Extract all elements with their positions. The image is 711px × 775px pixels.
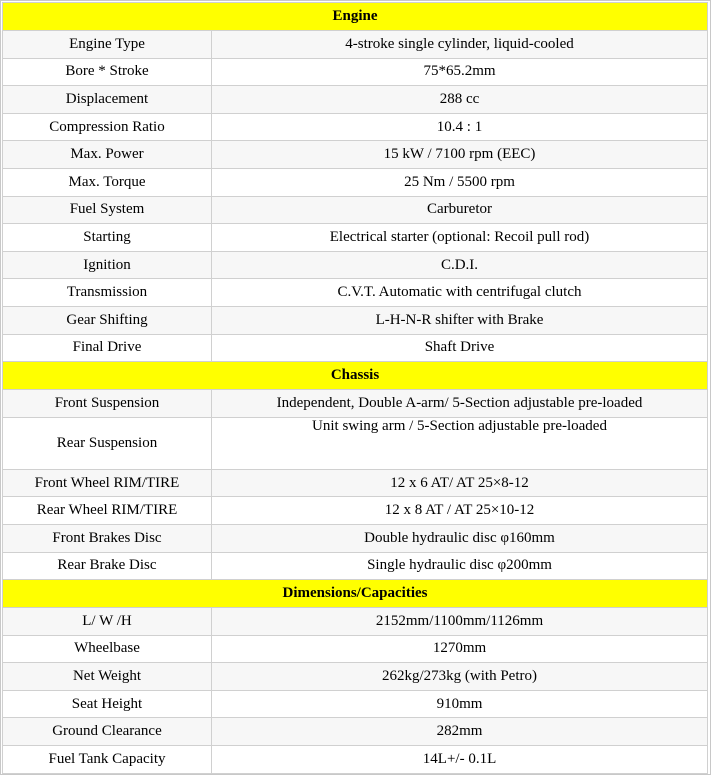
- spec-label: Front Brakes Disc: [3, 524, 212, 552]
- section-header-row: [3, 3, 708, 31]
- spec-label: Gear Shifting: [3, 306, 212, 334]
- spec-label: Max. Power: [3, 141, 212, 169]
- table-row: [3, 690, 708, 718]
- spec-label: Front Wheel RIM/TIRE: [3, 469, 212, 497]
- table-row: [3, 469, 708, 497]
- spec-value: 25 Nm / 5500 rpm: [212, 168, 708, 196]
- section-title: Dimensions/Capacities: [3, 580, 708, 608]
- table-row: [3, 417, 708, 469]
- spec-label: Wheelbase: [3, 635, 212, 663]
- spec-value: 15 kW / 7100 rpm (EEC): [212, 141, 708, 169]
- spec-value: Single hydraulic disc φ200mm: [212, 552, 708, 580]
- spec-label: L/ W /H: [3, 608, 212, 636]
- spec-value: 282mm: [212, 718, 708, 746]
- table-row: [3, 497, 708, 525]
- table-row: [3, 635, 708, 663]
- spec-value: Unit swing arm / 5-Section adjustable pre-loaded: [212, 417, 708, 469]
- spec-label: Bore * Stroke: [3, 58, 212, 86]
- table-row: [3, 86, 708, 114]
- spec-value: Electrical starter (optional: Recoil pull rod): [212, 224, 708, 252]
- table-row: [3, 663, 708, 691]
- spec-value: 2152mm/1100mm/1126mm: [212, 608, 708, 636]
- table-row: [3, 168, 708, 196]
- table-row: [3, 608, 708, 636]
- spec-label: Seat Height: [3, 690, 212, 718]
- spec-label: Net Weight: [3, 663, 212, 691]
- table-row: [3, 224, 708, 252]
- spec-value: 910mm: [212, 690, 708, 718]
- spec-label: Final Drive: [3, 334, 212, 362]
- spec-label: Starting: [3, 224, 212, 252]
- spec-value: Double hydraulic disc φ160mm: [212, 524, 708, 552]
- spec-label: Ignition: [3, 251, 212, 279]
- table-row: [3, 113, 708, 141]
- table-row: [3, 251, 708, 279]
- spec-label: Transmission: [3, 279, 212, 307]
- table-row: [3, 58, 708, 86]
- spec-value: C.D.I.: [212, 251, 708, 279]
- table-row: [3, 746, 708, 774]
- spec-label: Compression Ratio: [3, 113, 212, 141]
- spec-label: Fuel System: [3, 196, 212, 224]
- spec-value: 12 x 6 AT/ AT 25×8-12: [212, 469, 708, 497]
- spec-value: L-H-N-R shifter with Brake: [212, 306, 708, 334]
- spec-value: Shaft Drive: [212, 334, 708, 362]
- spec-label: Engine Type: [3, 31, 212, 59]
- spec-value: 1270mm: [212, 635, 708, 663]
- table-row: [3, 196, 708, 224]
- table-row: [3, 141, 708, 169]
- spec-label: Rear Brake Disc: [3, 552, 212, 580]
- table-row: [3, 390, 708, 418]
- table-row: [3, 334, 708, 362]
- spec-label: Rear Wheel RIM/TIRE: [3, 497, 212, 525]
- spec-label: Displacement: [3, 86, 212, 114]
- table-row: [3, 718, 708, 746]
- spec-label: Max. Torque: [3, 168, 212, 196]
- table-row: [3, 31, 708, 59]
- spec-value: 12 x 8 AT / AT 25×10-12: [212, 497, 708, 525]
- spec-value: C.V.T. Automatic with centrifugal clutch: [212, 279, 708, 307]
- spec-value: Carburetor: [212, 196, 708, 224]
- spec-value: 10.4 : 1: [212, 113, 708, 141]
- spec-label: Front Suspension: [3, 390, 212, 418]
- spec-label: Rear Suspension: [3, 417, 212, 469]
- spec-value: 262kg/273kg (with Petro): [212, 663, 708, 691]
- section-title: Chassis: [3, 362, 708, 390]
- table-row: [3, 306, 708, 334]
- section-header-row: [3, 362, 708, 390]
- spec-value: 14L+/- 0.1L: [212, 746, 708, 774]
- spec-value: 4-stroke single cylinder, liquid-cooled: [212, 31, 708, 59]
- specification-table-body: [3, 3, 708, 774]
- table-row: [3, 279, 708, 307]
- spec-value: 288 cc: [212, 86, 708, 114]
- spec-value: Independent, Double A-arm/ 5-Section adjustable pre-loaded: [212, 390, 708, 418]
- spec-value: 75*65.2mm: [212, 58, 708, 86]
- section-title: Engine: [3, 3, 708, 31]
- spec-label: Fuel Tank Capacity: [3, 746, 212, 774]
- specification-table: [2, 2, 708, 774]
- spec-label: Ground Clearance: [3, 718, 212, 746]
- table-row: [3, 524, 708, 552]
- table-row: [3, 552, 708, 580]
- section-header-row: [3, 580, 708, 608]
